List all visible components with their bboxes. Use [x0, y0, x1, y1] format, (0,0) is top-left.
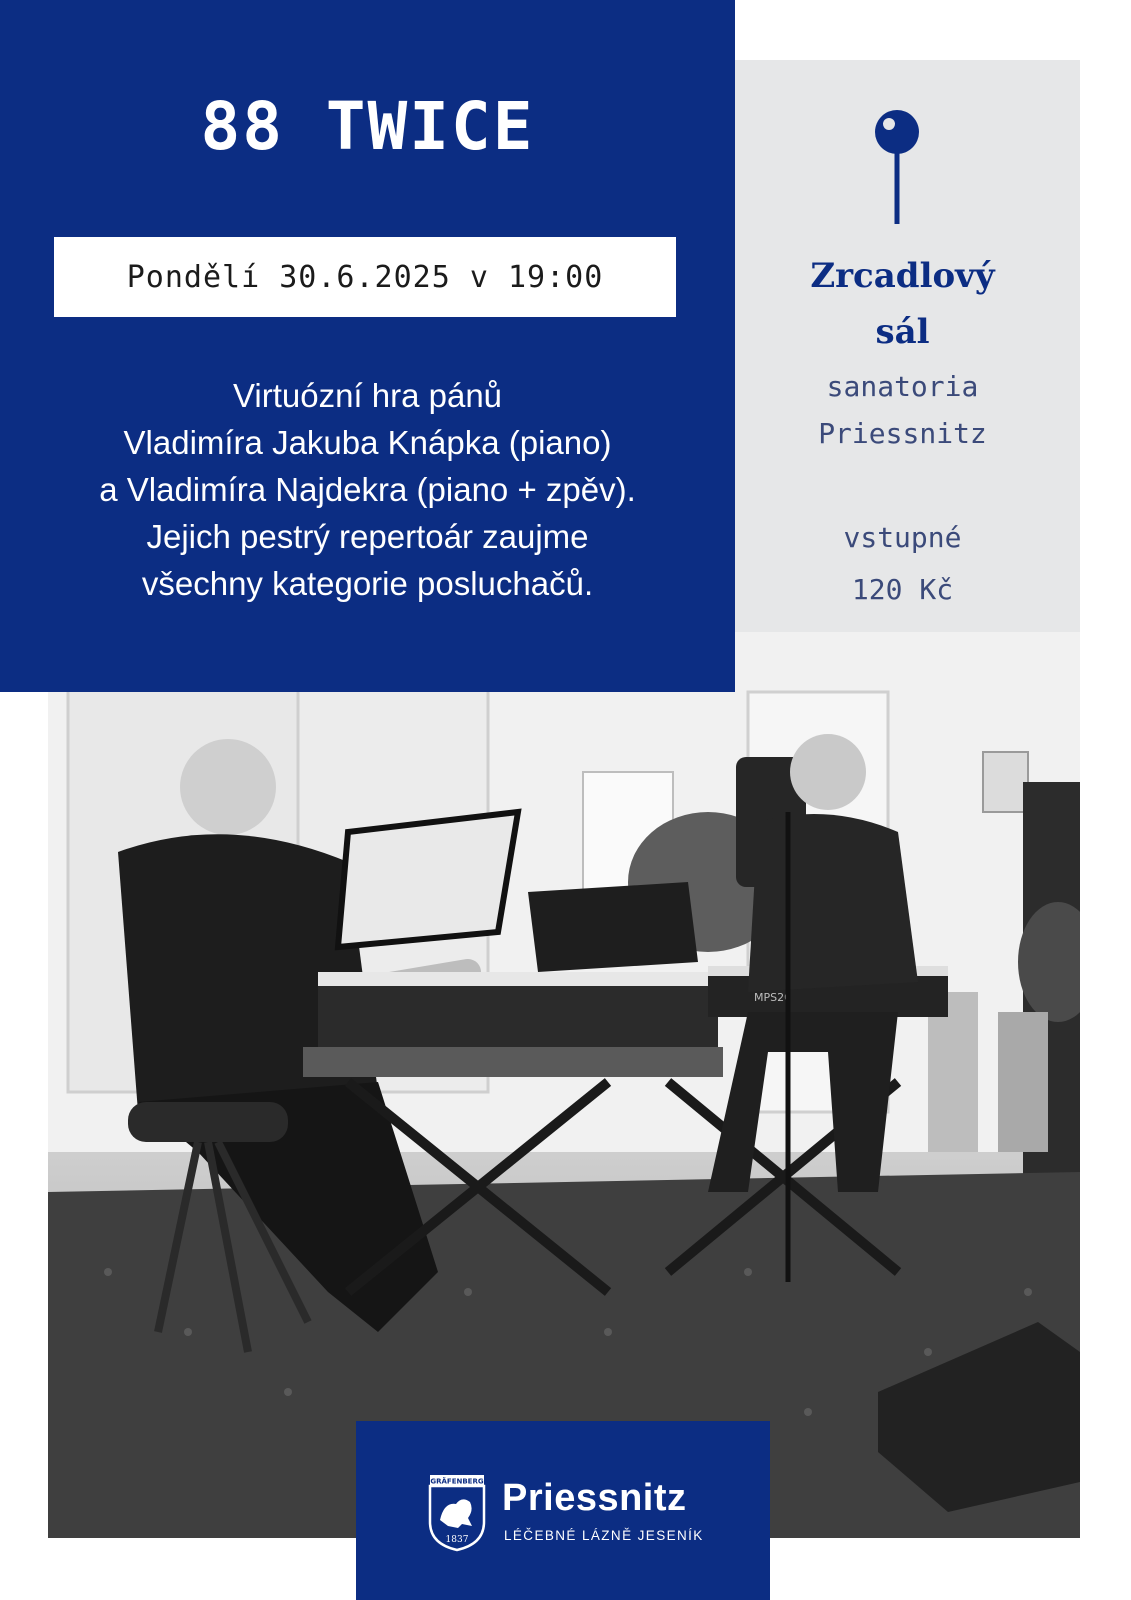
description-line: všechny kategorie posluchačů. [141, 565, 594, 602]
description-line: Virtuózní hra pánů [232, 377, 503, 414]
venue-name-line: sál [875, 312, 930, 352]
crest-top-text: GRÄFENBERG [430, 1477, 484, 1486]
concert-photo [48, 632, 1080, 1538]
description-line: a Vladimíra Najdekra (piano + zpěv). [99, 471, 636, 508]
brand-subtitle: LÉČEBNÉ LÁZNĚ JESENÍK [504, 1528, 704, 1543]
event-title: 88 TWICE [200, 88, 535, 165]
venue-name [740, 248, 1065, 360]
venue-sub-line: sanatoria [826, 370, 979, 403]
keyboard-label: MPS20 [754, 991, 792, 1004]
event-info-panel [0, 0, 735, 692]
venue-sub-line: Priessnitz [818, 417, 987, 450]
crest-icon [426, 1472, 488, 1552]
event-description [0, 372, 735, 607]
description-line: Vladimíra Jakuba Knápka (piano) [123, 424, 612, 461]
event-date-time: Pondělí 30.6.2025 v 19:00 [126, 259, 604, 295]
price-label: vstupné [843, 521, 962, 554]
description-line: Jejich pestrý repertoár zaujme [146, 518, 589, 555]
priessnitz-logo [356, 1421, 770, 1600]
concert-photo-illustration [48, 632, 1080, 1538]
brand-name: Priessnitz [502, 1477, 687, 1519]
date-time-box [54, 237, 676, 317]
crest-year: 1837 [445, 1535, 469, 1545]
price-value: 120 Kč [851, 573, 954, 606]
admission-price [740, 512, 1065, 616]
venue-name-line: Zrcadlový [810, 256, 995, 296]
map-pin-icon [872, 108, 922, 228]
venue-subtitle [740, 363, 1065, 457]
